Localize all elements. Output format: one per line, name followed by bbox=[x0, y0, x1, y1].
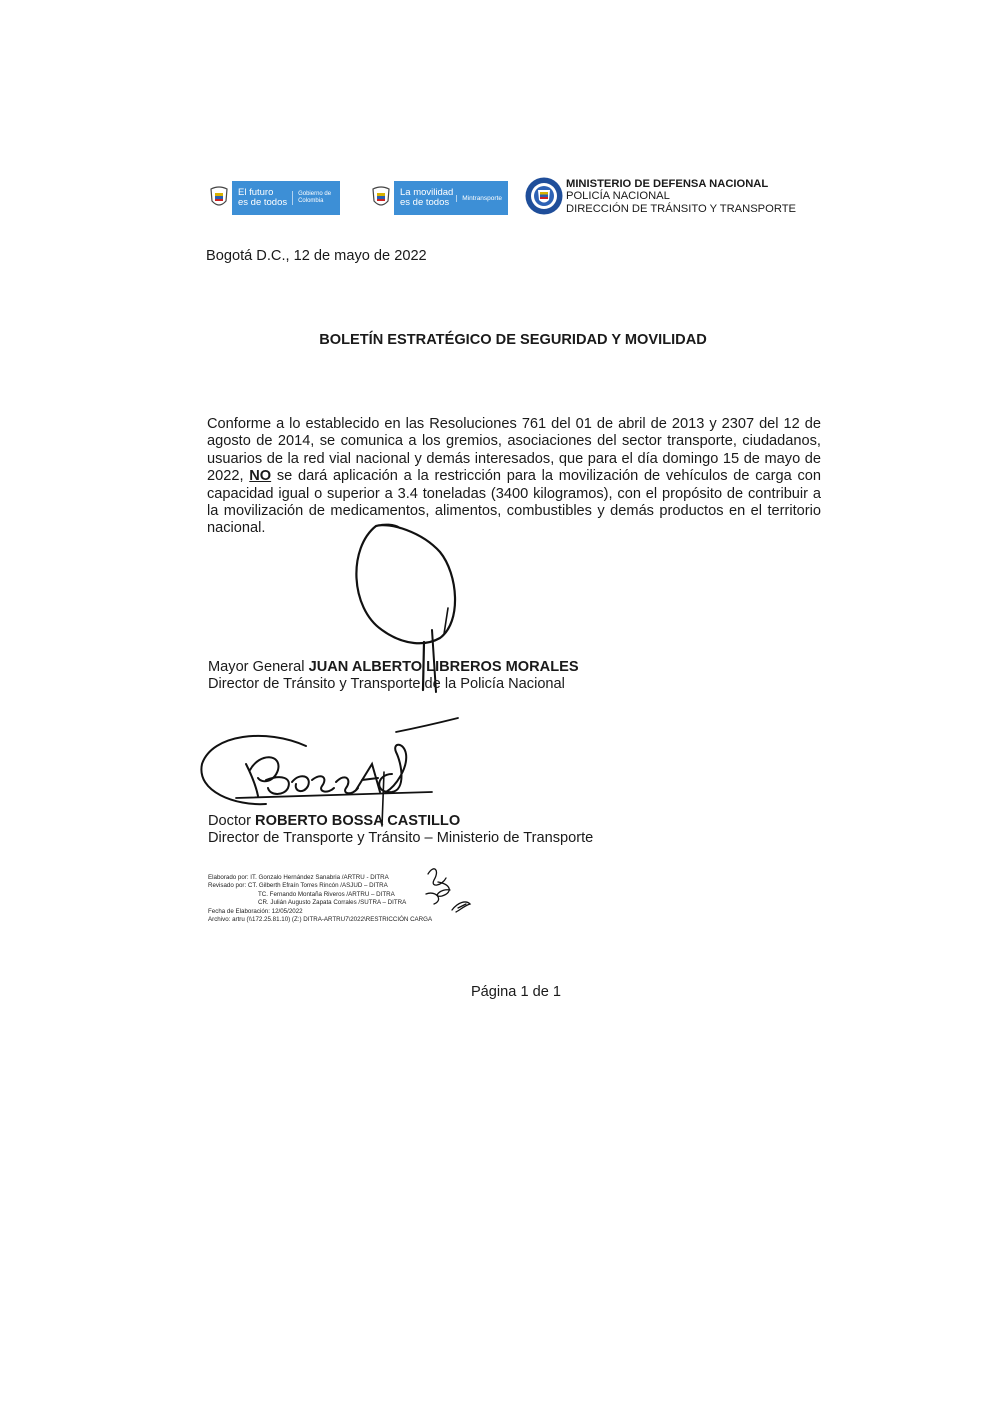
signatory1-name-line bbox=[208, 659, 579, 676]
body-emphasis: NO bbox=[249, 468, 272, 485]
page-number: Página 1 de 1 bbox=[470, 984, 562, 1000]
signatory2-rank: Doctor bbox=[208, 813, 251, 829]
letter-date: Bogotá D.C., 12 de mayo de 2022 bbox=[206, 248, 427, 264]
police-header-text bbox=[566, 178, 796, 215]
signatory2-name-line bbox=[208, 813, 593, 830]
policia-nacional-seal-icon bbox=[524, 176, 564, 221]
ministry-name: MINISTERIO DE DEFENSA NACIONAL bbox=[566, 178, 769, 190]
credits-revisado-3: CR. Julián Augusto Zapata Corrales /SUTRA – DITRA bbox=[258, 899, 407, 907]
credits-revisado-1: Revisado por: CT. Gilberth Efraín Torres Rincón /ASJUD – DITRA bbox=[208, 882, 388, 890]
logo1-sub-text: Gobierno de Colombia bbox=[292, 191, 334, 205]
signatory1-rank: Mayor General bbox=[208, 659, 305, 675]
credits-archivo: Archivo: artru (\\172.25.81.10) (Z:) DITRA-ARTRU7\2022\RESTRICCIÓN CARGA bbox=[208, 916, 433, 924]
colombia-crest-icon bbox=[368, 183, 394, 213]
document-credits bbox=[208, 874, 432, 924]
mintransporte-logo bbox=[368, 181, 508, 215]
signatory2-name: ROBERTO BOSSA CASTILLO bbox=[255, 813, 461, 829]
credits-fecha: Fecha de Elaboración: 12/05/2022 bbox=[208, 907, 303, 915]
logo1-main-text: El futuro es de todos bbox=[238, 187, 288, 208]
colombia-crest-icon bbox=[206, 183, 232, 213]
credits-elaborado: Elaborado por: IT. Gonzalo Hernández Sanabria /ARTRU - DITRA bbox=[208, 874, 389, 881]
gobierno-colombia-logo bbox=[206, 181, 340, 215]
body-part2: se dará aplicación a la restricción para la movilización de vehículos de carga con capacidad igual o superior a 3.4 toneladas (3400 kilogramos), con el propósito de contribuir a la movilización de medicamentos, alimentos, combustibles y demás productos en el territorio nacional. bbox=[207, 468, 821, 537]
police-name: POLICÍA NACIONAL bbox=[566, 190, 670, 203]
directorate-name: DIRECCIÓN DE TRÁNSITO Y TRANSPORTE bbox=[566, 202, 797, 215]
signatory2-block bbox=[208, 813, 593, 847]
signatory1-block bbox=[208, 659, 579, 693]
credits-revisado-2: TC. Fernando Montaña Riveros /ARTRU – DITRA bbox=[258, 890, 395, 898]
logo2-sub-text: Mintransporte bbox=[456, 195, 502, 202]
body-part1: Conforme a lo establecido en las Resoluciones 761 del 01 de abril de 2013 y 2307 del 12 de agosto de 2014, se comunica a los gremios, asociaciones del sector transporte, ciudadanos, usuarios de la red vial nacional y demás interesados, que para el día domingo 15 de mayo de 2022, bbox=[207, 416, 821, 485]
signatory2-role: Director de Transporte y Tránsito – Ministerio de Transporte bbox=[208, 830, 594, 846]
body-paragraph bbox=[207, 416, 821, 538]
document-title: BOLETÍN ESTRATÉGICO DE SEGURIDAD Y MOVILIDAD bbox=[319, 332, 707, 348]
signatory1-name: JUAN ALBERTO LIBREROS MORALES bbox=[308, 659, 579, 675]
signatory1-role: Director de Tránsito y Transporte de la Policía Nacional bbox=[208, 676, 565, 692]
reviewer-initials bbox=[420, 860, 480, 920]
logo2-main-text: La movilidad es de todos bbox=[400, 187, 454, 208]
